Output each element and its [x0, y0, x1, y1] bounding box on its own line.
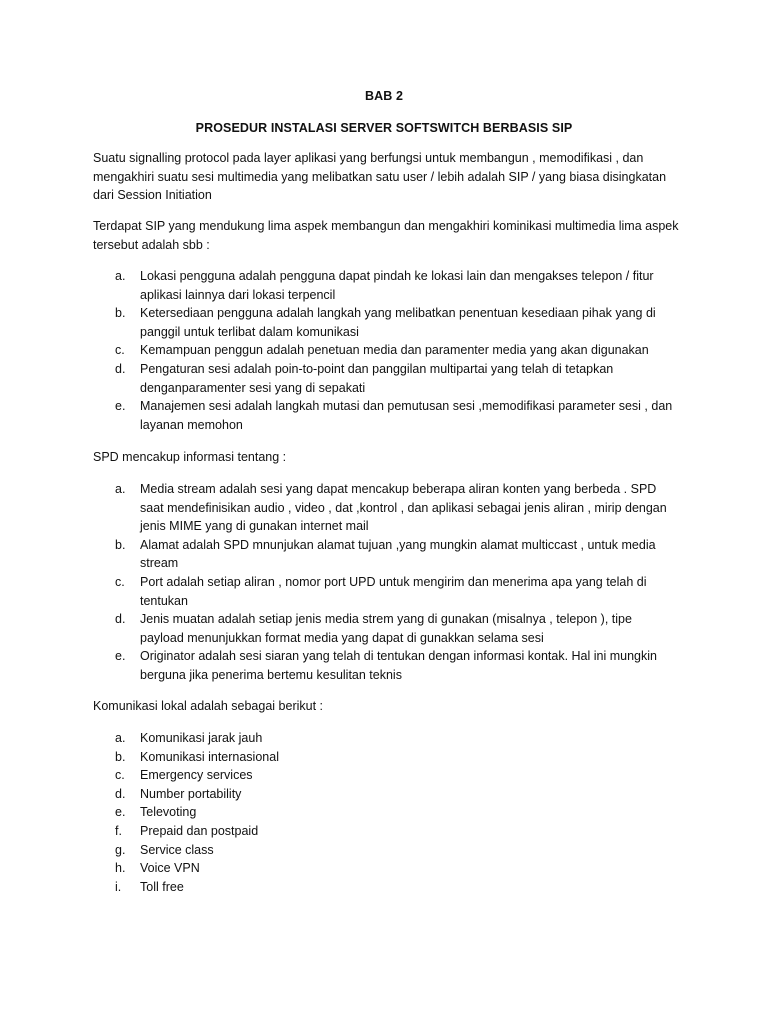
list-marker: a.: [115, 731, 126, 745]
list-marker: d.: [115, 612, 126, 627]
komunikasi-item: [0, 748, 673, 767]
komunikasi-list: [0, 729, 768, 896]
intro-paragraph: Suatu signalling protocol pada layer aplikasi yang berfungsi untuk membangun , memodifikasi , dan mengakhiri suatu sesi multimedia yang melibatkan satu user / lebih adalah SIP / yang biasa disingkatan dari Session Initiation: [93, 151, 667, 203]
list-marker: a.: [115, 482, 126, 496]
list-item-text: Port adalah setiap aliran , nomor port UPD untuk mengirim dan menerima apa yang telah di tentukan: [140, 574, 647, 608]
list-item-text: Manajemen sesi adalah langkah mutasi dan pemutusan sesi ,memodifikasi parameter sesi , dan layanan memohon: [140, 399, 673, 432]
komunikasi-item: [0, 729, 673, 748]
list-item-text: Voice VPN: [140, 861, 200, 876]
list-item-text: Televoting: [140, 805, 197, 820]
aspect-item: [0, 341, 673, 360]
list-item-text: Media stream adalah sesi yang dapat mencakup beberapa aliran konten yang berbeda . SPD saat mendefinisikan audio , video , dat ,kontrol , dan aplikasi sebagai jenis aliran , mirip dengan jenis MIME yang di gunakan internet mail: [140, 482, 667, 534]
chapter-heading: BAB 2: [364, 89, 403, 103]
list-item-text: Number portability: [140, 786, 242, 801]
list-item-text: Komunikasi internasional: [140, 749, 279, 764]
aspect-item: [0, 267, 673, 304]
list-marker: c.: [115, 574, 125, 589]
list-item-text: Originator adalah sesi siaran yang telah di tentukan dengan informasi kontak. Hal ini mungkin berguna jika penerima bertemu kesulitan teknis: [140, 649, 657, 682]
list-marker: a.: [115, 269, 126, 283]
document-title: PROSEDUR INSTALASI SERVER SOFTSWITCH BERBASIS SIP: [195, 121, 573, 135]
list-marker: c.: [115, 343, 125, 358]
list-marker: i.: [115, 879, 122, 894]
list-marker: e.: [115, 649, 126, 664]
list-item-text: Emergency services: [140, 768, 253, 783]
komunikasi-item: [0, 785, 673, 804]
komunikasi-item: [0, 841, 673, 860]
list-marker: e.: [115, 805, 126, 820]
list-marker: d.: [115, 786, 126, 801]
list-item-text: Prepaid dan postpaid: [140, 823, 259, 838]
list-item-text: Toll free: [140, 879, 184, 894]
spd-intro-paragraph: SPD mencakup informasi tentang :: [93, 450, 287, 464]
spd-item: [0, 647, 673, 684]
list-item-text: Pengaturan sesi adalah poin-to-point dan panggilan multipartai yang telah di tetapkan denganparamenter sesi yang di sepakati: [140, 361, 614, 395]
komunikasi-item: [0, 822, 673, 841]
komunikasi-intro-paragraph: Komunikasi lokal adalah sebagai berikut :: [93, 699, 323, 713]
list-marker: b.: [115, 306, 126, 321]
list-marker: f.: [115, 823, 122, 838]
list-marker: c.: [115, 768, 125, 783]
spd-item: [0, 536, 673, 573]
komunikasi-item: [0, 859, 673, 878]
spd-item: [0, 573, 673, 610]
komunikasi-item: [0, 803, 673, 822]
komunikasi-item: [0, 766, 673, 785]
list-marker: g.: [115, 842, 126, 857]
aspects-intro-paragraph: Terdapat SIP yang mendukung lima aspek membangun dan mengakhiri kominikasi multimedia lima aspek tersebut adalah sbb :: [93, 219, 679, 252]
list-item-text: Lokasi pengguna adalah pengguna dapat pindah ke lokasi lain dan mengakses telepon / fitur aplikasi lainnya dari lokasi terpencil: [140, 269, 654, 302]
spd-list: [0, 480, 768, 685]
list-item-text: Kemampuan penggun adalah penetuan media dan paramenter media yang akan digunakan: [140, 343, 649, 358]
list-item-text: Alamat adalah SPD mnunjukan alamat tujuan ,yang mungkin alamat multiccast , untuk media stream: [140, 537, 656, 571]
komunikasi-item: [0, 878, 673, 897]
list-item-text: Jenis muatan adalah setiap jenis media strem yang di gunakan (misalnya , telepon ), tipe payload menunjukkan format media yang dapat di gunakkan selama sesi: [140, 612, 632, 645]
list-marker: h.: [115, 861, 126, 876]
spd-item: [0, 480, 673, 536]
list-marker: d.: [115, 361, 126, 376]
list-marker: b.: [115, 537, 126, 552]
list-marker: e.: [115, 399, 126, 414]
list-item-text: Komunikasi jarak jauh: [140, 731, 263, 745]
list-item-text: Service class: [140, 842, 214, 857]
aspect-item: [0, 304, 673, 341]
spd-item: [0, 610, 673, 647]
list-item-text: Ketersediaan pengguna adalah langkah yang melibatkan penentuan kesediaan pihak yang di panggil untuk terlibat dalam komunikasi: [140, 306, 656, 339]
aspect-item: [0, 397, 673, 434]
aspects-list: [0, 267, 768, 434]
list-marker: b.: [115, 749, 126, 764]
aspect-item: [0, 360, 673, 397]
